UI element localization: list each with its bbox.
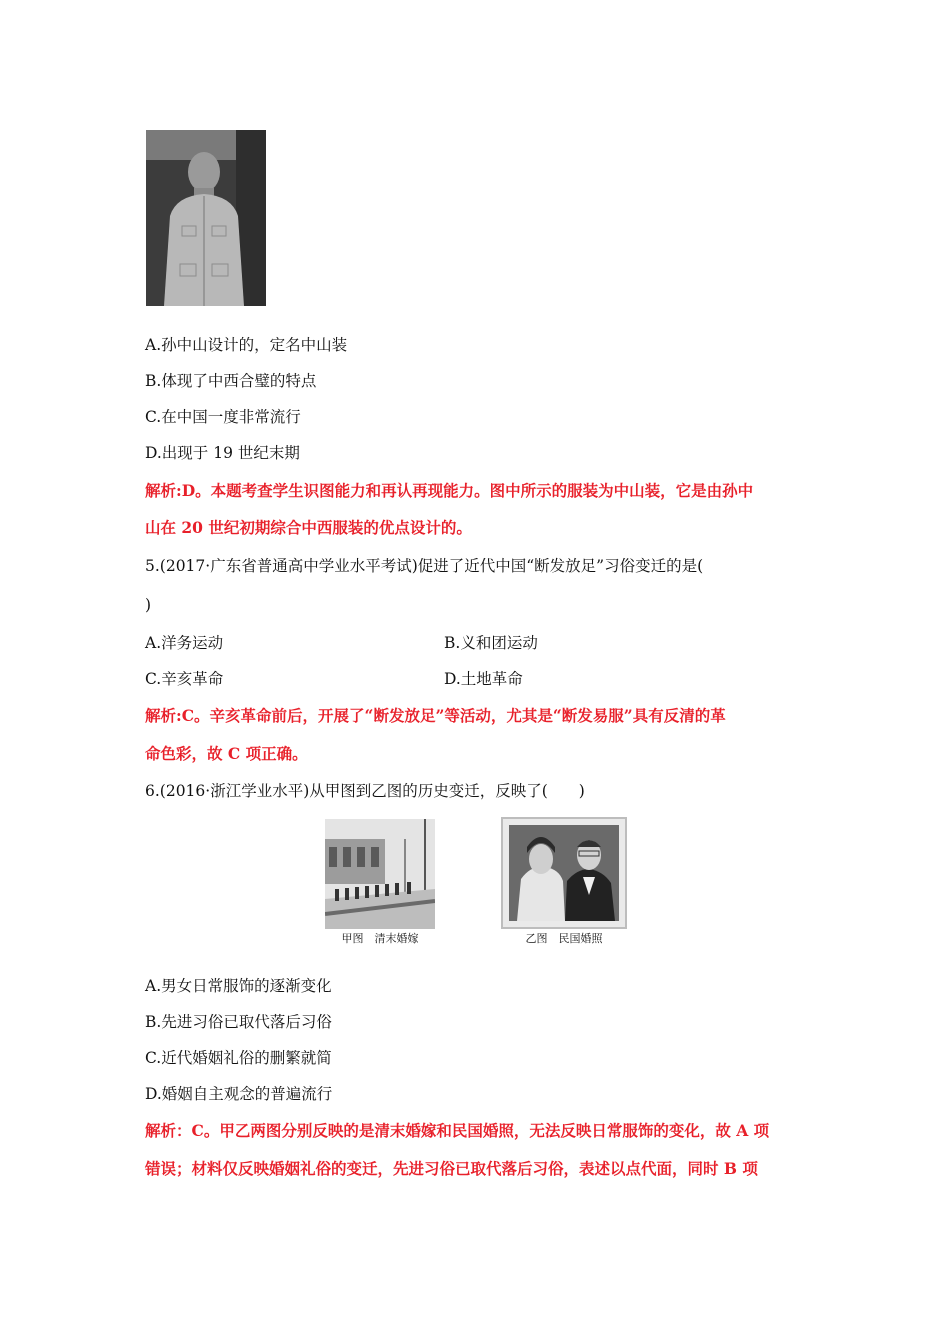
q5-option-d: D.土地革命 bbox=[444, 670, 523, 688]
q6-option-a: A.男女日常服饰的逐渐变化 bbox=[145, 977, 332, 995]
q4-option-c: C.在中国一度非常流行 bbox=[145, 408, 301, 426]
q4-analysis-line-1: 解析:D。本题考查学生识图能力和再认再现能力。图中所示的服装为中山装，它是由孙中 bbox=[145, 481, 754, 500]
q4-option-b: B.体现了中西合璧的特点 bbox=[145, 372, 317, 390]
q4-option-a: A.孙中山设计的，定名中山装 bbox=[145, 336, 348, 354]
q4-option-d: D.出现于 19 世纪末期 bbox=[145, 444, 300, 462]
q5-option-c: C.辛亥革命 bbox=[145, 670, 224, 688]
q5-stem-line-1: 5.(2017·广东省普通高中学业水平考试)促进了近代中国“断发放足”习俗变迁的是( bbox=[145, 557, 704, 575]
caption-left: 甲图 清末婚嫁 bbox=[341, 932, 419, 945]
q5-option-b: B.义和团运动 bbox=[444, 634, 538, 652]
caption-right: 乙图 民国婚照 bbox=[525, 932, 603, 945]
qing-wedding-photo bbox=[325, 819, 435, 929]
q6-option-d: D.婚姻自主观念的普遍流行 bbox=[145, 1085, 333, 1103]
q6-analysis-line-2: 错误；材料仅反映婚姻礼俗的变迁，先进习俗已取代落后习俗，表述以点代面，同时 B 项 bbox=[145, 1159, 758, 1178]
q6-stem: 6.(2016·浙江学业水平)从甲图到乙图的历史变迁，反映了( ) bbox=[145, 782, 585, 800]
q6-option-c: C.近代婚姻礼俗的删繁就简 bbox=[145, 1049, 332, 1067]
q4-analysis-line-2: 山在 20 世纪初期综合中西服装的优点设计的。 bbox=[145, 518, 472, 537]
couple-portrait-graphic bbox=[503, 819, 625, 927]
zhongshan-suit-photo bbox=[146, 130, 266, 306]
q5-analysis-line-1: 解析:C。辛亥革命前后，开展了“断发放足”等活动，尤其是“断发易服”具有反清的革 bbox=[145, 706, 726, 725]
republic-wedding-photo bbox=[501, 817, 627, 929]
q5-analysis-line-2: 命色彩，故 C 项正确。 bbox=[145, 744, 308, 763]
q5-stem-line-2: ) bbox=[145, 596, 152, 614]
q6-option-b: B.先进习俗已取代落后习俗 bbox=[145, 1013, 332, 1031]
q5-option-a: A.洋务运动 bbox=[145, 634, 224, 652]
portrait-figure-graphic bbox=[146, 130, 266, 306]
q6-analysis-line-1: 解析：C。甲乙两图分别反映的是清末婚嫁和民国婚照，无法反映日常服饰的变化，故 A 项 bbox=[145, 1121, 770, 1140]
street-procession-graphic bbox=[325, 819, 435, 929]
